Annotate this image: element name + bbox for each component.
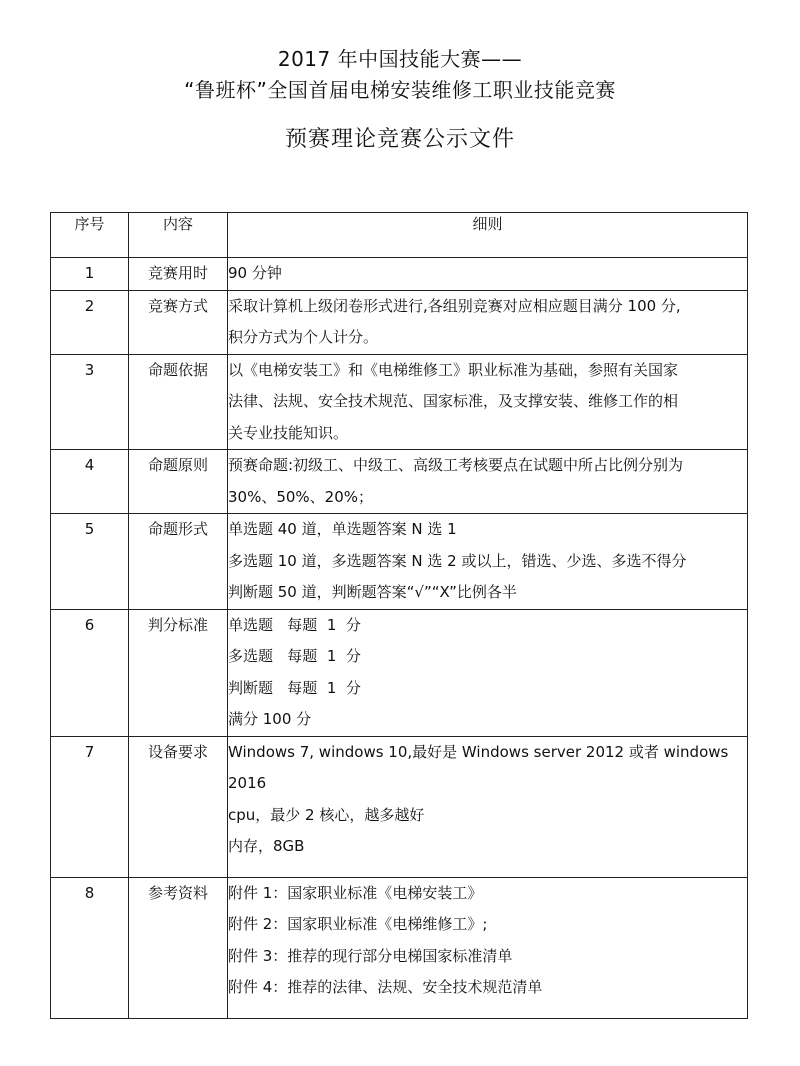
table-row [51, 609, 748, 736]
detail-line: 内存，8GB [228, 837, 305, 855]
row-details [228, 290, 748, 354]
row-details [228, 354, 748, 450]
row-item: 参考资料 [129, 877, 228, 1018]
row-item: 命题原则 [129, 450, 228, 514]
detail-line: cpu，最少 2 核心，越多越好 [228, 805, 425, 824]
detail-line: 法律、法规、安全技术规范、国家标准，及支撑安装、维修工作的相 [228, 392, 679, 410]
detail-line: 多选题 每题 1 分 [228, 647, 361, 665]
row-item: 命题形式 [129, 514, 228, 610]
detail-line: 多选题 10 道，多选题答案 N 选 2 或以上，错选、少选、多选不得分 [228, 551, 687, 570]
row-details [228, 609, 748, 736]
detail-line: 30%、50%、20%； [228, 487, 374, 506]
title-line-1: 2017 年中国技能大赛—— [277, 47, 523, 71]
row-number: 1 [51, 258, 129, 291]
row-number: 7 [51, 736, 129, 877]
detail-line: Windows 7, windows 10,最好是 Windows server 2012 或者 windows [228, 742, 729, 761]
row-details [228, 514, 748, 610]
document-subtitle: 预赛理论竞赛公示文件 [284, 127, 515, 152]
column-header-content: 内容 [129, 213, 228, 258]
row-number: 4 [51, 450, 129, 514]
detail-line: 附件 4：推荐的法律、法规、安全技术规范清单 [228, 978, 543, 996]
row-item: 竞赛用时 [129, 258, 228, 291]
column-header-details: 细则 [228, 213, 748, 258]
row-details [228, 258, 748, 291]
detail-line: 积分方式为个人计分。 [228, 328, 379, 346]
table-row [51, 877, 748, 1018]
row-number: 3 [51, 354, 129, 450]
detail-line: 以《电梯安装工》和《电梯维修工》职业标准为基础，参照有关国家 [228, 360, 679, 379]
detail-line: 关专业技能知识。 [228, 423, 349, 442]
column-header-number: 序号 [51, 213, 129, 258]
row-item: 判分标准 [129, 609, 228, 736]
detail-line: 预赛命题:初级工、中级工、高级工考核要点在试题中所占比例分别为 [228, 456, 684, 474]
detail-line: 判断题 每题 1 分 [228, 678, 361, 697]
document-header [0, 44, 800, 155]
row-number: 8 [51, 877, 129, 1018]
table-header-row [51, 213, 748, 258]
table-row [51, 354, 748, 450]
row-number: 6 [51, 609, 129, 736]
rules-table [50, 212, 748, 1019]
detail-line: 单选题 每题 1 分 [228, 615, 361, 634]
row-item: 命题依据 [129, 354, 228, 450]
detail-line: 采取计算机上级闭卷形式进行,各组别竞赛对应相应题目满分 100 分, [228, 296, 681, 315]
table-row [51, 290, 748, 354]
detail-line: 附件 2：国家职业标准《电梯维修工》; [228, 915, 488, 933]
table-row [51, 514, 748, 610]
detail-line: 附件 1：国家职业标准《电梯安装工》 [228, 883, 483, 902]
row-details [228, 450, 748, 514]
row-item: 设备要求 [129, 736, 228, 877]
detail-line: 满分 100 分 [228, 710, 312, 728]
row-item: 竞赛方式 [129, 290, 228, 354]
row-details [228, 877, 748, 1018]
detail-line: 附件 3：推荐的现行部分电梯国家标准清单 [228, 946, 513, 965]
detail-line: 2016 [228, 774, 267, 792]
row-details [228, 736, 748, 877]
row-number: 2 [51, 290, 129, 354]
table-row [51, 258, 748, 291]
row-number: 5 [51, 514, 129, 610]
detail-line: 判断题 50 道，判断题答案“√”“X”比例各半 [228, 583, 517, 601]
detail-line: 90 分钟 [228, 264, 282, 282]
table-row [51, 450, 748, 514]
detail-line: 单选题 40 道，单选题答案 N 选 1 [228, 520, 457, 538]
title-line-2: “鲁班杯”全国首届电梯安装维修工职业技能竞赛 [184, 78, 616, 102]
table-row [51, 736, 748, 877]
